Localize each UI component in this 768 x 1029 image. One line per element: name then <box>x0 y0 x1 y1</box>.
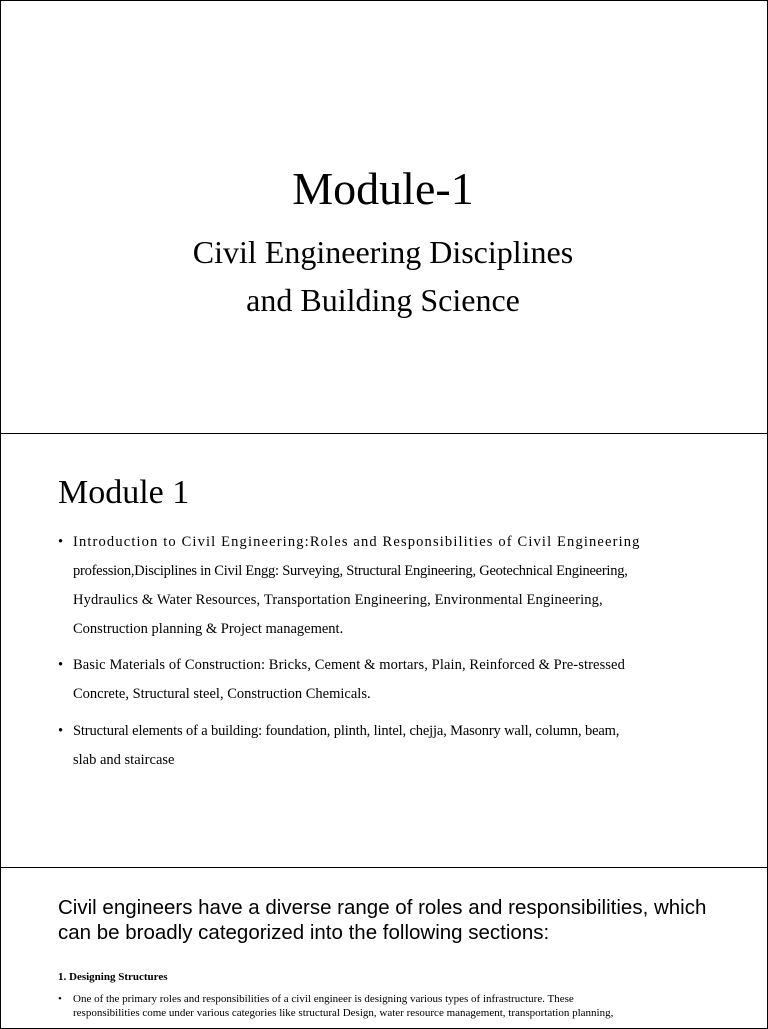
bullet-line: Basic Materials of Construction: Bricks, Cement & mortars, Plain, Reinforced & Pre-stressed <box>73 657 625 673</box>
bullet-item <box>58 528 714 644</box>
bullet-dot-icon: • <box>58 723 64 739</box>
bullet-list-intro <box>58 528 714 644</box>
bullet-line: Construction planning & Project management. <box>73 621 344 637</box>
bullet-line: responsibilities come under various categories like structural Design, water resource management, transportation planning, <box>73 1007 614 1019</box>
bullet-line: Concrete, Structural steel, Construction Chemicals. <box>73 686 371 702</box>
heading-line: can be broadly categorized into the following sections: <box>58 921 550 944</box>
slide-3-heading <box>58 895 718 945</box>
bullet-list-elements <box>58 717 714 775</box>
bullet-line: slab and staircase <box>73 752 175 768</box>
bullet-line: Hydraulics & Water Resources, Transportation Engineering, Environmental Engineering, <box>73 592 603 608</box>
slide-1-title: Module-1 <box>292 163 474 214</box>
bullet-dot-icon: • <box>58 657 64 673</box>
bullet-dot-icon: • <box>58 534 64 550</box>
bullet-dot-icon: • <box>58 993 62 1005</box>
bullet-item <box>58 717 714 775</box>
bullet-item <box>58 992 714 1020</box>
subtitle-line: and Building Science <box>246 282 520 318</box>
subtitle-line: Civil Engineering Disciplines <box>192 234 574 270</box>
heading-line: Civil engineers have a diverse range of roles and responsibilities, which <box>58 896 707 919</box>
bullet-line: Introduction to Civil Engineering:Roles and Responsibilities of Civil Engineering <box>73 534 641 550</box>
slide-3-bullets <box>58 992 714 1020</box>
slide-1-subtitle <box>0 228 766 324</box>
bullet-item <box>58 651 714 709</box>
bullet-line: One of the primary roles and responsibilities of a civil engineer is designing various types of infrastructure. These <box>73 993 574 1005</box>
bullet-line: Structural elements of a building: foundation, plinth, lintel, chejja, Masonry wall, column, beam, <box>73 723 620 739</box>
slide-1 <box>0 0 768 434</box>
bullet-line: profession,Disciplines in Civil Engg: Surveying, Structural Engineering, Geotechnical Engineering, <box>73 563 628 579</box>
section-title: 1. Designing Structures <box>58 971 168 983</box>
slide-2-title: Module 1 <box>58 474 190 511</box>
bullet-list-materials <box>58 651 714 709</box>
